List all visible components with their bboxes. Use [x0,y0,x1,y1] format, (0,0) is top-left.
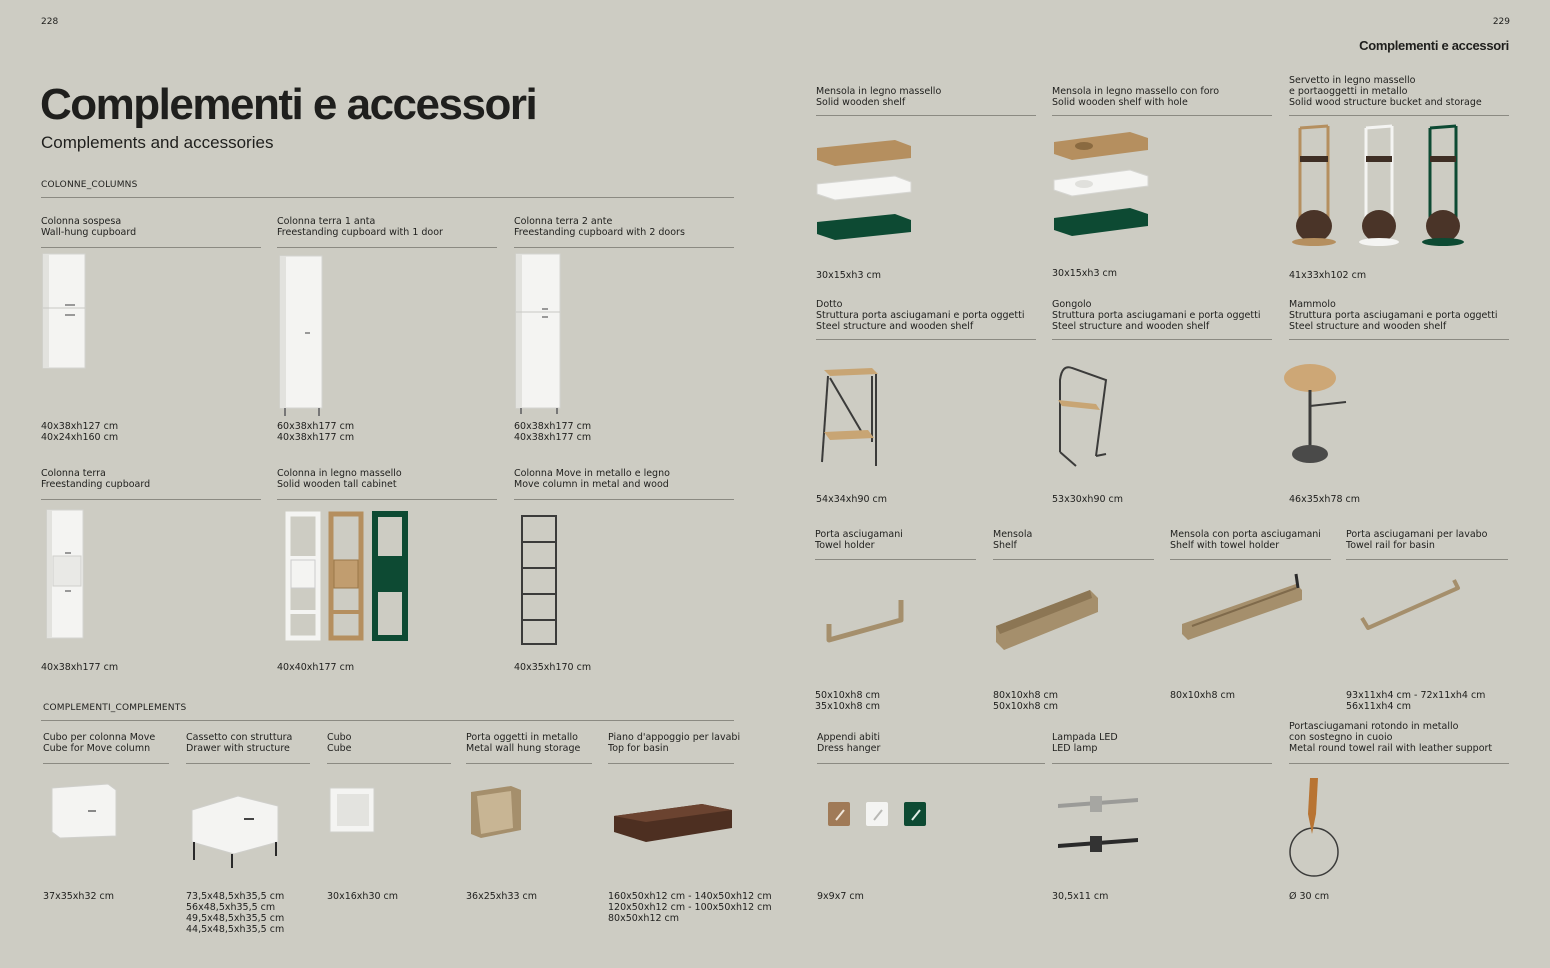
product-solid-wooden-tall-cabinet [277,466,497,500]
product-cube [327,730,451,764]
product-solid-wooden-shelf [816,72,1036,116]
product-label-it: Colonna sospesa [41,216,122,227]
drawer-icon [188,790,282,870]
dimension-text: 30x16xh30 cm [327,891,399,902]
product-label: Servetto in legno massello [1289,75,1416,86]
product-towel-holder [815,526,976,560]
product-label-en: Wall-hung cupboard [41,227,137,238]
dimension-text: 37x35xh32 cm [43,891,115,902]
shelf-icon [815,136,913,244]
dimension-text: 54x34xh90 cm [816,494,888,505]
dimension-text: 73,5x48,5xh35,5 cm [186,891,285,902]
lamp-icon [1056,792,1144,856]
product-label: Appendi abiti [817,732,880,743]
product-label: Cube for Move column [43,743,151,754]
product-label: Towel rail for basin [1346,540,1435,551]
dimension-text: 80x10xh8 cm [993,690,1058,701]
product-dress-hanger [817,730,1045,764]
column-icon [41,252,87,372]
dimension-text: 35x10xh8 cm [815,701,880,712]
product-label-it: Colonna terra 2 ante [514,216,613,227]
dimension-text: 80x50xh12 cm [608,913,680,924]
dimension-text: 44,5x48,5xh35,5 cm [186,924,285,935]
dimension-text: 40x24xh160 cm [41,432,119,443]
product-label: Towel holder [815,540,875,551]
shelf-icon [612,800,736,846]
product-label: Cubo per colonna Move [43,732,156,743]
product-label: Lampada LED [1052,732,1118,743]
product-label: Dress hanger [817,743,881,754]
product-label-it: Colonna Move in metallo e legno [514,468,670,479]
product-label-it: Colonna terra [41,468,106,479]
product-label: Solid wood structure bucket and storage [1289,97,1482,108]
product-label: Dotto [816,299,843,310]
product-label: Struttura porta asciugamani e porta oggetti [1289,310,1498,321]
product-label: Piano d'appoggio per lavabi [608,732,741,743]
product-move-column [514,466,734,500]
product-freestanding-1-door [277,214,497,248]
product-label: Steel structure and wooden shelf [816,321,974,332]
column-icon [283,508,411,644]
product-label: Mensola [993,529,1033,540]
product-label-en: Freestanding cupboard with 1 door [277,227,443,238]
dimension-text: 40x35xh170 cm [514,662,592,673]
product-cube-for-move [43,730,169,764]
product-round-towel-rail [1289,718,1509,764]
product-gongolo [1052,296,1272,340]
towel-rail-icon [1358,576,1466,636]
product-drawer-with-structure [186,730,310,764]
section-heading-complements: COMPLEMENTI_COMPLEMENTS [43,703,187,713]
dimension-text: 30x15xh3 cm [1052,268,1117,279]
stand-icon [818,362,884,470]
product-freestanding-2-doors [514,214,734,248]
dimension-text: 56x48,5xh35,5 cm [186,902,276,913]
product-towel-rail-for-basin [1346,526,1508,560]
page-subtitle: Complements and accessories [41,133,274,152]
dimension-text: 93x11xh4 cm - 72x11xh4 cm [1346,690,1486,701]
dimension-text: 30x15xh3 cm [816,270,881,281]
dimension-text: 40x40xh177 cm [277,662,355,673]
product-label: Metal wall hung storage [466,743,581,754]
column-icon [45,508,87,642]
product-label: LED lamp [1052,743,1098,754]
product-label: Mensola in legno massello [816,86,942,97]
towel-rail-icon [1286,774,1344,882]
dimension-text: 120x50xh12 cm - 100x50xh12 cm [608,902,772,913]
product-wall-hung-cupboard [41,214,261,248]
shelf-icon [1178,570,1306,642]
product-label: Mensola in legno massello con foro [1052,86,1220,97]
product-freestanding-cupboard [41,466,261,500]
dimension-text: 50x10xh8 cm [993,701,1058,712]
cube-icon [328,786,378,836]
dimension-text: 40x38xh127 cm [41,421,119,432]
page-number-left: 228 [41,17,59,27]
product-label: Mammolo [1289,299,1336,310]
product-mammolo [1289,296,1509,340]
page-number-right: 229 [1492,17,1510,27]
product-label-it: Colonna terra 1 anta [277,216,376,227]
product-label: Solid wooden shelf with hole [1052,97,1188,108]
cube-icon [48,780,120,842]
product-label: Shelf [993,540,1017,551]
running-head: Complementi e accessori [1359,38,1509,53]
dimension-text: 30,5x11 cm [1052,891,1109,902]
product-metal-wall-storage [466,730,592,764]
product-label: Gongolo [1052,299,1092,310]
column-icon [278,254,326,418]
product-dotto [816,296,1036,340]
product-label: con sostegno in cuoio [1289,732,1393,743]
dimension-text: 60x38xh177 cm [277,421,355,432]
product-label: Porta asciugamani [815,529,903,540]
product-label-en: Freestanding cupboard with 2 doors [514,227,685,238]
product-shelf-with-towel-holder [1170,526,1331,560]
shelf-icon [1052,130,1150,242]
product-label: Porta asciugamani per lavabo [1346,529,1488,540]
product-label: Cube [327,743,352,754]
product-label: Solid wooden shelf [816,97,906,108]
stand-icon [1290,122,1476,250]
section-rule [41,197,734,198]
product-label: Struttura porta asciugamani e porta oggetti [1052,310,1261,321]
dimension-text: 56x11xh4 cm [1346,701,1411,712]
dimension-text: 60x38xh177 cm [514,421,592,432]
product-label: Steel structure and wooden shelf [1289,321,1447,332]
product-label: Metal round towel rail with leather support [1289,743,1493,754]
dimension-text: 80x10xh8 cm [1170,690,1235,701]
dimension-text: 36x25xh33 cm [466,891,538,902]
column-icon [514,252,562,416]
product-servetto [1289,72,1509,116]
dimension-text: 40x38xh177 cm [41,662,119,673]
towel-rail-icon [825,594,907,652]
column-icon [518,512,562,648]
cube-icon [467,782,525,840]
dimension-text: Ø 30 cm [1289,891,1330,902]
stand-icon [1052,360,1112,470]
dimension-text: 40x38xh177 cm [514,432,592,443]
dimension-text: 50x10xh8 cm [815,690,880,701]
product-label: e portaoggetti in metallo [1289,86,1408,97]
product-label: Shelf with towel holder [1170,540,1280,551]
product-label: Struttura porta asciugamani e porta oggetti [816,310,1025,321]
product-shelf [993,526,1154,560]
product-label: Porta oggetti in metallo [466,732,578,743]
dimension-text: 160x50xh12 cm - 140x50xh12 cm [608,891,772,902]
product-label-en: Move column in metal and wood [514,479,669,490]
hanger-icon [826,800,930,830]
section-rule [41,720,734,721]
product-label: Cubo [327,732,352,743]
dimension-text: 53x30xh90 cm [1052,494,1124,505]
product-label-it: Colonna in legno massello [277,468,402,479]
product-label: Steel structure and wooden shelf [1052,321,1210,332]
product-label: Portasciugamani rotondo in metallo [1289,721,1459,732]
dimension-text: 49,5x48,5xh35,5 cm [186,913,285,924]
product-top-for-basin [608,730,741,764]
stand-icon [1282,362,1352,466]
product-label-en: Freestanding cupboard [41,479,151,490]
product-label: Top for basin [608,743,669,754]
shelf-icon [994,584,1102,656]
product-led-lamp [1052,730,1272,764]
product-label-en: Solid wooden tall cabinet [277,479,397,490]
product-label: Drawer with structure [186,743,290,754]
page-title: Complementi e accessori [40,80,537,129]
product-solid-wooden-shelf-hole [1052,72,1272,116]
product-label: Cassetto con struttura [186,732,293,743]
section-heading-columns: COLONNE_COLUMNS [41,180,138,190]
product-label: Mensola con porta asciugamani [1170,529,1321,540]
dimension-text: 41x33xh102 cm [1289,270,1367,281]
dimension-text: 40x38xh177 cm [277,432,355,443]
dimension-text: 46x35xh78 cm [1289,494,1361,505]
dimension-text: 9x9x7 cm [817,891,864,902]
